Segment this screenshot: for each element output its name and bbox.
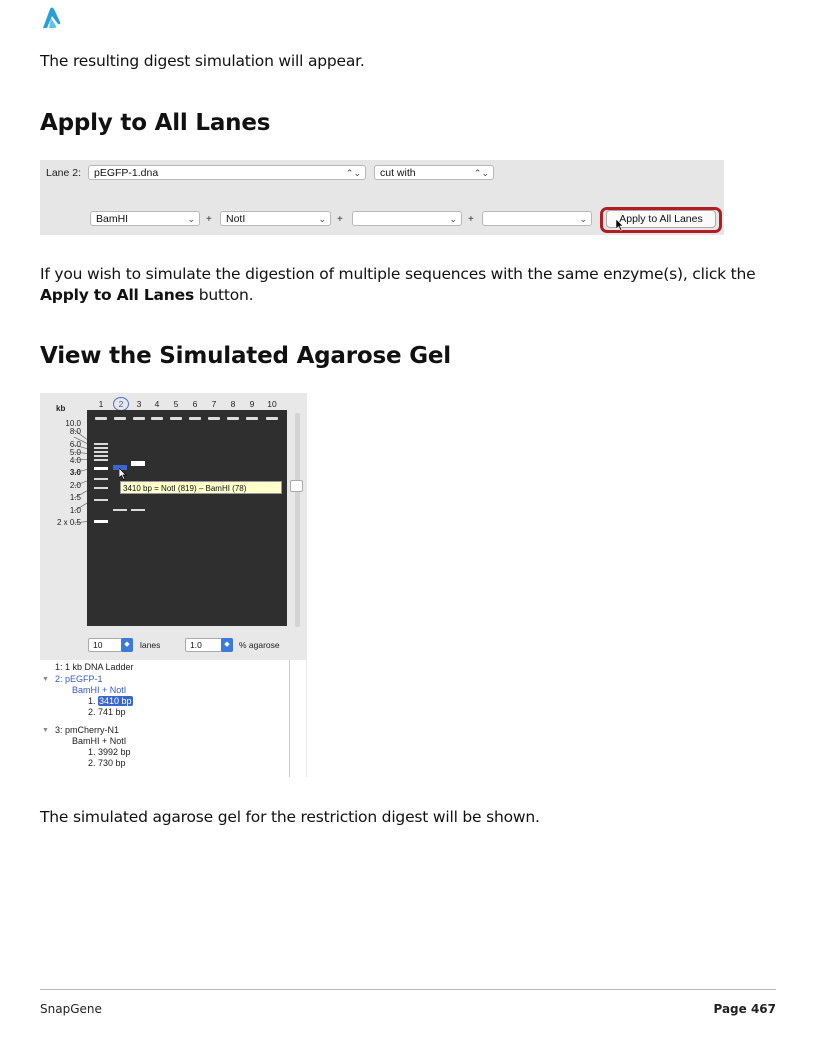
gel-well [227,417,239,420]
gel-well [266,417,278,420]
lane-number[interactable]: 9 [249,399,255,409]
ladder-band [94,520,108,523]
disclosure-triangle-icon[interactable]: ▼ [42,676,49,683]
ladder-label: 5.0 [69,448,81,457]
gel-well [170,417,182,420]
ladder-label: 2 x 0.5 [56,518,81,527]
agarose-gel-screenshot [40,393,307,777]
ladder-label: 3.0 [69,468,81,477]
ladder-label: 1.5 [69,493,81,502]
action-select-value: cut with [380,167,416,179]
ladder-band [94,447,108,449]
ladder-band [94,467,108,470]
agarose-stepper[interactable] [185,638,233,652]
chevron-down-icon: ⌄ [318,214,326,224]
chevron-down-icon: ⌄ [187,214,195,224]
heading-apply-to-all-lanes: Apply to All Lanes [40,110,271,136]
ladder-band [94,459,108,461]
enzyme-select-2[interactable] [220,211,331,226]
updown-chevron-icon: ⌃⌄ [345,168,361,178]
footer-left: SnapGene [40,1002,102,1016]
ladder-label: 6.0 [69,440,81,449]
updown-chevron-icon[interactable]: ◆ [221,638,233,652]
tree-item-pmcherry[interactable]: 3: pmCherry-N1 [55,725,120,735]
updown-chevron-icon[interactable]: ◆ [121,638,133,652]
tree-item-enzymes[interactable]: BamHI + NotI [72,685,127,695]
apply-paragraph-text: If you wish to simulate the digestion of multiple sequences with the same enzyme(s), click the [40,265,756,283]
zoom-slider-track[interactable] [295,413,300,627]
disclosure-triangle-icon[interactable]: ▼ [42,727,49,734]
digest-toolbar-screenshot [40,160,724,235]
enzyme-select-4[interactable] [482,211,592,226]
gel-well [151,417,163,420]
band-tooltip: 3410 bp = NotI (819) – BamHI (78) [120,481,282,494]
tree-item-enzymes[interactable]: BamHI + NotI [72,736,127,746]
ladder-label: 2.0 [69,481,81,490]
lane-number[interactable]: 6 [192,399,198,409]
enzyme-select-3[interactable] [352,211,462,226]
plus-sign: + [468,214,474,225]
mouse-cursor-icon [119,468,127,480]
enzyme-select-2-value: NotI [226,213,246,225]
band-index: 1. [88,696,96,706]
ladder-label: 8.0 [69,427,81,436]
ladder-label: 4.0 [69,456,81,465]
gel-well [114,417,126,420]
chevron-down-icon: ⌄ [579,214,587,224]
apply-paragraph [40,264,776,306]
sample-band[interactable] [131,461,145,466]
lanes-count-value: 10 [93,640,103,650]
gel-well [208,417,220,420]
lane-label: Lane 2: [46,167,82,179]
kb-label: kb [56,404,66,413]
snapgene-logo-icon [40,6,62,34]
lane-number[interactable]: 7 [211,399,217,409]
sequence-select-value: pEGFP-1.dna [94,167,159,179]
zoom-slider-knob[interactable] [290,480,303,492]
lanes-label: lanes [140,640,161,650]
gel-well [133,417,145,420]
gel-well [95,417,107,420]
tree-item-pegfp[interactable]: 2: pEGFP-1 [55,674,103,684]
lane-number[interactable]: 5 [173,399,179,409]
ladder-band [94,487,108,489]
tree-item-ladder[interactable]: 1: 1 kb DNA Ladder [55,662,134,672]
apply-paragraph-bold: Apply to All Lanes [40,286,194,304]
lane-tree [40,660,306,777]
ladder-leader-lines [40,393,90,533]
gel-well [246,417,258,420]
sequence-select[interactable] [88,165,366,180]
gel-well [189,417,201,420]
agarose-value: 1.0 [190,640,202,650]
lane-number[interactable]: 8 [230,399,236,409]
action-select[interactable] [374,165,494,180]
band-size-selected: 3410 bp [99,696,132,706]
enzyme-select-1-value: BamHI [96,213,129,225]
tree-divider [289,660,290,777]
sample-band[interactable] [113,509,127,511]
enzyme-select-1[interactable] [90,211,200,226]
tree-item-band[interactable]: 2. 730 bp [88,758,126,768]
agarose-label: % agarose [239,640,280,650]
apply-paragraph-end: button. [198,286,254,304]
page-number: Page 467 [713,1002,776,1016]
lane-number[interactable]: 1 [98,399,104,409]
ladder-band [94,443,108,445]
footer-divider [40,989,776,990]
tree-item-band-selected[interactable] [88,696,133,707]
lane-number[interactable]: 3 [136,399,142,409]
chevron-down-icon: ⌄ [449,214,457,224]
ladder-band [94,478,108,480]
lanes-count-stepper[interactable] [88,638,133,652]
mouse-cursor-icon [616,219,624,231]
ladder-band [94,451,108,453]
ladder-label: 10.0 [65,419,81,428]
plus-sign: + [337,214,343,225]
intro-text: The resulting digest simulation will appear. [40,52,365,70]
tree-item-band[interactable]: 2. 741 bp [88,707,126,717]
ladder-band [94,499,108,501]
updown-chevron-icon: ⌃⌄ [473,168,489,178]
heading-view-gel: View the Simulated Agarose Gel [40,343,451,369]
lane-number-active[interactable]: 2 [113,397,129,411]
lane-number[interactable]: 4 [154,399,160,409]
apply-to-all-lanes-button[interactable]: Apply to All Lanes [606,210,716,228]
gel-canvas[interactable] [87,410,287,626]
gel-caption: The simulated agarose gel for the restriction digest will be shown. [40,808,540,826]
tree-item-band[interactable]: 1. 3992 bp [88,747,131,757]
sample-band[interactable] [131,509,145,511]
ladder-label: 1.0 [69,506,81,515]
plus-sign: + [206,214,212,225]
lane-number[interactable]: 10 [267,399,277,409]
ladder-band [94,455,108,457]
